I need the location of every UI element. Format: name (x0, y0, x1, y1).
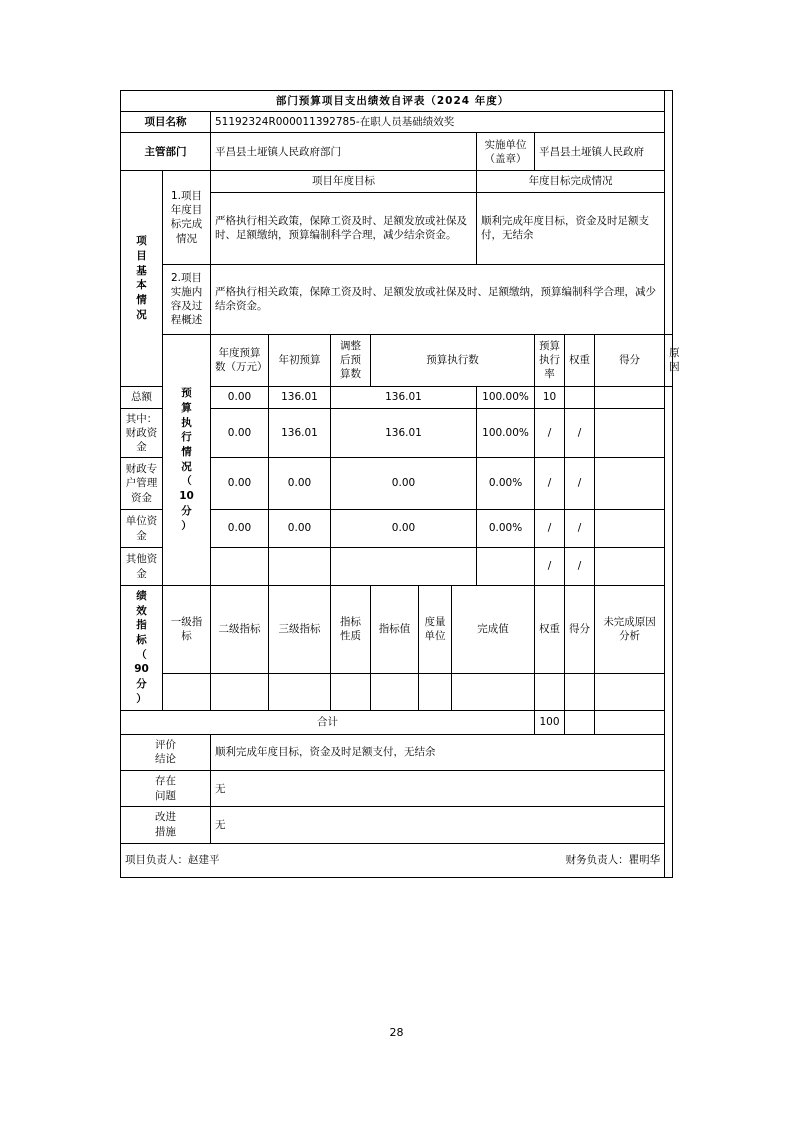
annual-goal-status-header: 年度目标完成情况 (477, 171, 665, 192)
improve-label: 改进 措施 (121, 807, 211, 843)
perf-header-nature: 指标性质 (331, 586, 371, 674)
budget-row-adjusted: 0.00 (269, 510, 331, 548)
issues-value: 无 (211, 770, 665, 806)
title-row (121, 91, 673, 112)
perf-header-level2: 二级指标 (211, 586, 269, 674)
project-leader: 项目负责人：赵建平 (125, 854, 220, 867)
project-name-value: 51192324R000011392785-在职人员基础绩效奖 (211, 112, 665, 133)
budget-row-executed: 0.00 (331, 510, 477, 548)
total-label: 合计 (121, 710, 535, 734)
perf-cell-weight (535, 673, 565, 710)
perf-header-score: 得分 (565, 586, 595, 674)
total-weight: 100 (535, 710, 565, 734)
budget-row-weight: 10 (535, 386, 565, 408)
perf-cell-completed (452, 673, 535, 710)
budget-row-rate: 100.00% (477, 408, 535, 458)
performance-empty-row (121, 673, 673, 710)
budget-row-initial: 0.00 (211, 386, 269, 408)
annual-goal-header: 项目年度目标 (211, 171, 477, 192)
budget-section-label: 预 算 执 行 情 况 （ 10 分 ） (163, 334, 211, 586)
item2-row (121, 264, 673, 334)
improve-value: 无 (211, 807, 665, 843)
budget-row-score: / (565, 548, 595, 586)
performance-header-row (121, 586, 673, 674)
item2-label: 2.项目实施内容及过程概述 (163, 264, 211, 334)
budget-row-reason (595, 510, 665, 548)
budget-row-adjusted: 136.01 (269, 408, 331, 458)
budget-header-reason: 原因 (665, 334, 673, 386)
basic-info-header-row (121, 171, 673, 192)
budget-row-rate: 0.00% (477, 458, 535, 510)
perf-header-level1: 一级指标 (163, 586, 211, 674)
item1-label: 1.项目年度目标完成情况 (163, 171, 211, 264)
perf-header-weight: 权重 (535, 586, 565, 674)
finance-leader: 财务负责人：瞿明华 (565, 854, 661, 867)
dept-label: 主管部门 (121, 133, 211, 171)
conclusion-value: 顺利完成年度目标，资金及时足额支付，无结余 (211, 734, 665, 770)
budget-row-reason (595, 458, 665, 510)
budget-header-annual: 年度预算数（万元） (211, 334, 269, 386)
budget-row-adjusted (269, 548, 331, 586)
budget-row-score (565, 386, 595, 408)
budget-row-weight: / (535, 408, 565, 458)
item2-value: 严格执行相关政策，保障工资及时、足额发放或社保及时、足额缴纳，预算编制科学合理，减少结余资金。 (211, 264, 665, 334)
budget-row-rate: 100.00% (477, 386, 535, 408)
total-score (565, 710, 595, 734)
budget-row-initial (211, 548, 269, 586)
budget-row-initial: 0.00 (211, 458, 269, 510)
perf-cell-value (371, 673, 419, 710)
evaluation-table (120, 90, 680, 878)
budget-header-row (121, 334, 673, 386)
perf-header-value: 指标值 (371, 586, 419, 674)
evaluation-sheet (120, 90, 680, 878)
budget-row-executed: 136.01 (331, 386, 477, 408)
budget-row-reason (595, 386, 665, 408)
budget-row-weight: / (535, 548, 565, 586)
budget-row-name: 总额 (121, 386, 163, 408)
dept-row (121, 133, 673, 171)
impl-unit-label-line2: （盖章） (484, 152, 527, 165)
budget-row-score: / (565, 510, 595, 548)
budget-row-name: 其他资金 (121, 548, 163, 586)
budget-row-executed: 0.00 (331, 458, 477, 510)
budget-row-weight: / (535, 458, 565, 510)
budget-row-executed: 136.01 (331, 408, 477, 458)
conclusion-label: 评价 结论 (121, 734, 211, 770)
perf-cell-nature (331, 673, 371, 710)
budget-row-rate (477, 548, 535, 586)
basic-info-label: 项 目 基 本 情 况 (121, 171, 163, 386)
perf-header-unfinished-reason: 未完成原因分析 (595, 586, 665, 674)
issues-row (121, 770, 673, 806)
budget-header-executed: 预算执行数 (371, 334, 535, 386)
impl-unit-label-line1: 实施单位 (484, 138, 527, 151)
budget-row-rate: 0.00% (477, 510, 535, 548)
signature-cell (121, 843, 665, 877)
perf-cell-level3 (269, 673, 331, 710)
budget-row-initial: 0.00 (211, 510, 269, 548)
perf-cell-unit (419, 673, 452, 710)
signature-row (121, 843, 673, 877)
budget-row-initial: 0.00 (211, 408, 269, 458)
conclusion-row (121, 734, 673, 770)
impl-unit-label (477, 133, 535, 171)
perf-header-unit: 度量单位 (419, 586, 452, 674)
perf-header-completed: 完成值 (452, 586, 535, 674)
total-row (121, 710, 673, 734)
perf-cell-score (565, 673, 595, 710)
perf-header-level3: 三级指标 (269, 586, 331, 674)
budget-header-rate: 预算执行率 (535, 334, 565, 386)
budget-header-score: 得分 (595, 334, 665, 386)
annual-goal-status-value: 顺利完成年度目标，资金及时足额支付，无结余 (477, 192, 665, 264)
performance-section-label: 绩 效 指 标 （ 90 分 ） (121, 586, 163, 711)
budget-row-weight: / (535, 510, 565, 548)
perf-cell-reason (595, 673, 665, 710)
budget-row-reason (595, 408, 665, 458)
budget-row-name: 财政专户管理资金 (121, 458, 163, 510)
budget-row-reason (595, 548, 665, 586)
budget-row-adjusted: 136.01 (269, 386, 331, 408)
dept-value: 平昌县土垭镇人民政府部门 (211, 133, 477, 171)
budget-row-score: / (565, 458, 595, 510)
perf-cell-level1 (163, 673, 211, 710)
project-name-row (121, 112, 673, 133)
impl-unit-value: 平昌县土垭镇人民政府 (535, 133, 665, 171)
budget-row-adjusted: 0.00 (269, 458, 331, 510)
budget-header-adjusted: 调整后预算数 (331, 334, 371, 386)
budget-row-name: 单位资金 (121, 510, 163, 548)
budget-header-weight: 权重 (565, 334, 595, 386)
budget-header-initial: 年初预算 (269, 334, 331, 386)
budget-row-executed (331, 548, 477, 586)
page-number: 28 (389, 1026, 404, 1039)
budget-row-name: 其中：财政资金 (121, 408, 163, 458)
page-title: 部门预算项目支出绩效自评表（2024 年度） (121, 91, 665, 112)
budget-row-score: / (565, 408, 595, 458)
perf-cell-level2 (211, 673, 269, 710)
project-name-label: 项目名称 (121, 112, 211, 133)
total-reason (595, 710, 665, 734)
issues-label: 存在 问题 (121, 770, 211, 806)
improve-row (121, 807, 673, 843)
annual-goal-value: 严格执行相关政策，保障工资及时、足额发放或社保及时、足额缴纳，预算编制科学合理，减少结余资金。 (211, 192, 477, 264)
